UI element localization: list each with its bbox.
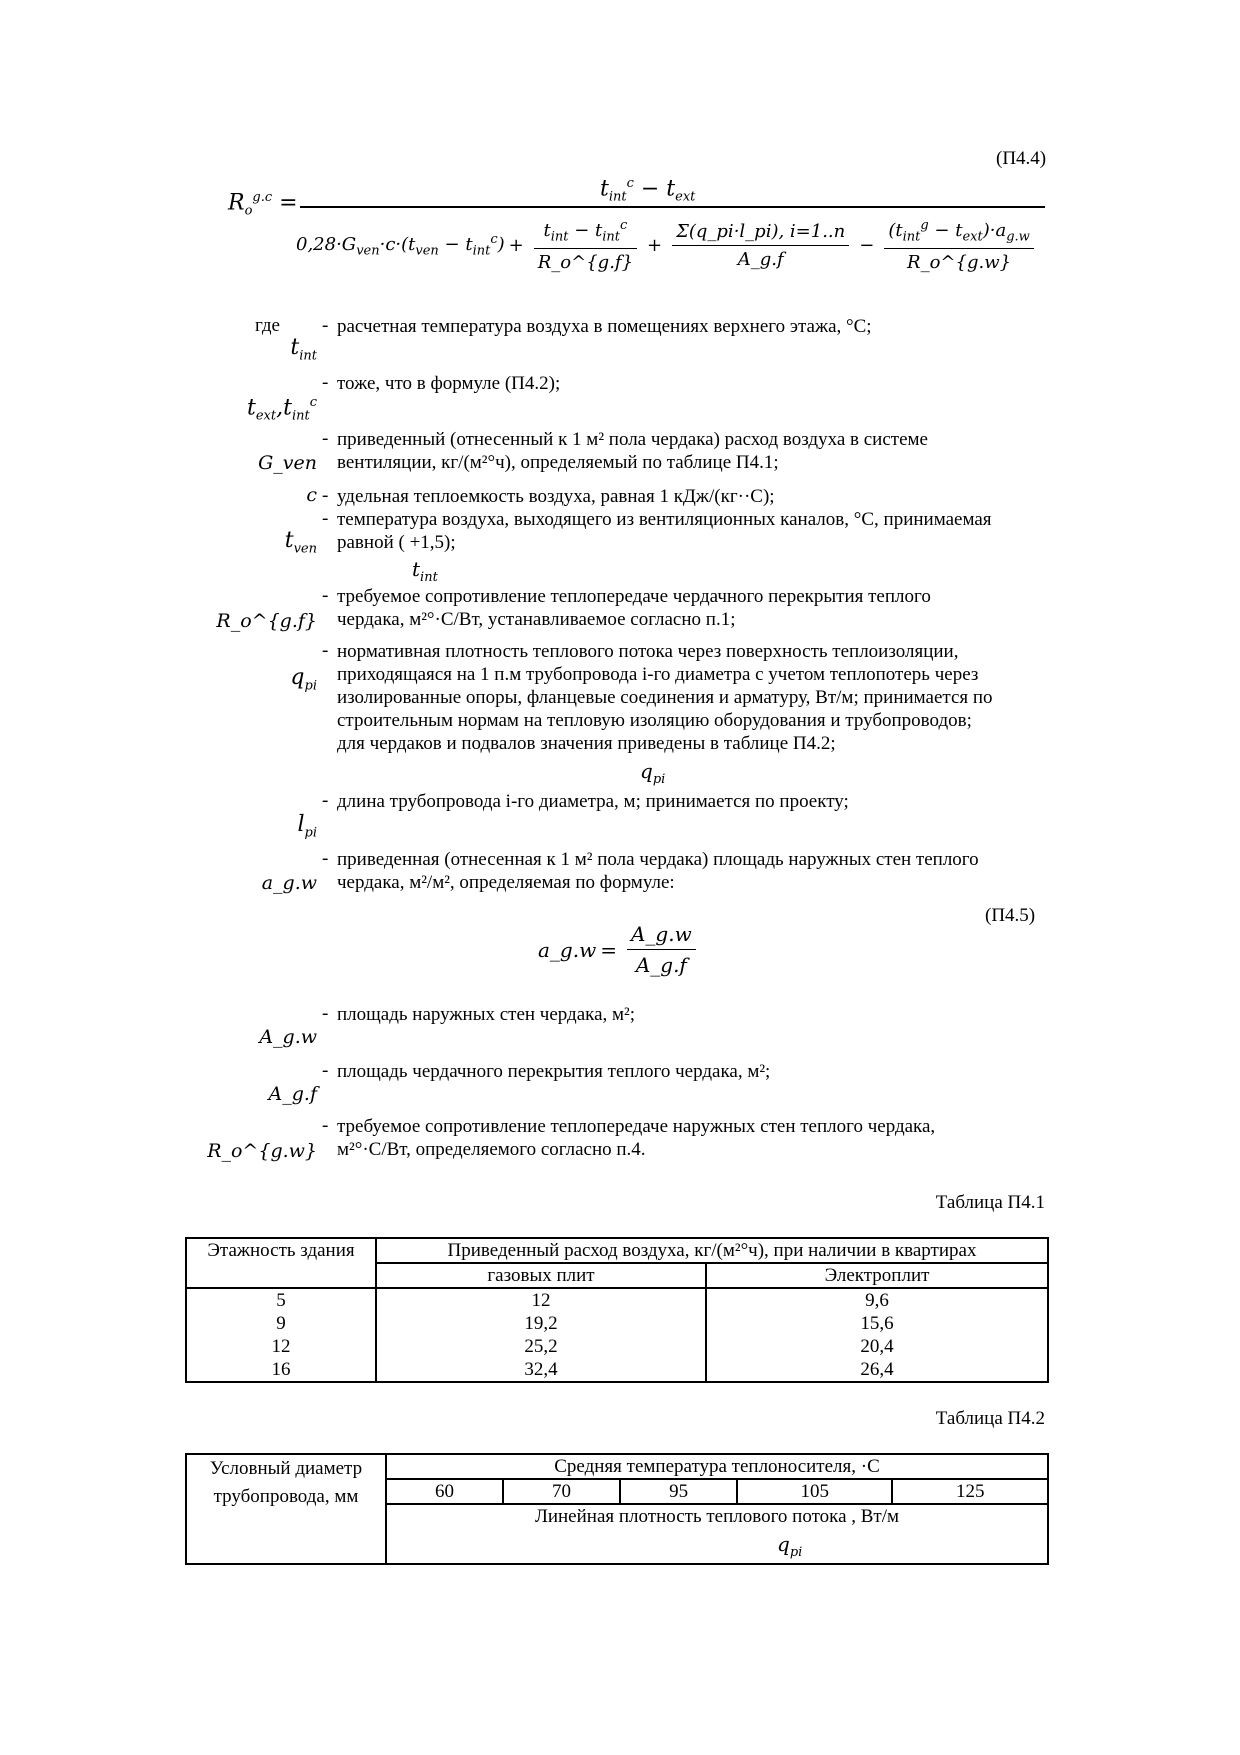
symbol: R_o^{g.f}: [216, 610, 317, 632]
inline-symbol: $t_{int}$: [412, 557, 438, 585]
formula-p4-5: a_g.w = $\frac{A\_g.w}{A\_g.f}$: [538, 922, 702, 977]
symbol: G_ven: [258, 452, 317, 474]
table-row: 5 9 12 16 12 19,2 25,2 32,4 9,6 15,6 20,4 26,4: [186, 1288, 1048, 1382]
formula-numerator: $t_{int}^c - t_{ext}$: [600, 176, 696, 205]
symbol: $t_{int}$: [290, 335, 317, 364]
table2-caption: Таблица П4.2: [935, 1408, 1045, 1429]
table-p4-1: Этажность здания Приведенный расход воздуха, кг/(м²°ч), при наличии в квартирах газовых плит Электроплит 5 9 12 16 12 19,2 25,2 32,4 9,6 15,6 20,4 26,4: [185, 1237, 1049, 1383]
symbol: A_g.f: [268, 1083, 317, 1105]
term3: $\frac{\Sigma(q\_pi\cdot l\_pi), i=1..n}{A\_g.f}$: [672, 221, 849, 270]
where-label: где: [255, 315, 280, 336]
symbol: $t_{ext},t_{int}^c$: [247, 395, 317, 424]
density-symbol: $q_{pi}$: [777, 1532, 803, 1560]
document-page: (П4.4) $R_o^{g.c}$ = $t_{int}^c - t_{ext}$ $0,28\cdot G_{ven}\cdot c\cdot(t_{ven} - t_{int}^c)$ + $\frac{t_{int} - t_{int}^c}{R\_o\^{}\{g.f\}}$ + $\frac{\Sigma(q\_pi\cdot l\_pi), i=1..n}{A\_g.f}$ − $\frac{(t_{int}^g - t_{ext})\cdot a_{g.w}}{R\_o\^{}\{g.w\}}$ где $t_{int}$ - расчетная температура воздуха в помещениях верхнего этажа, °С; $t_{ext},t_{int}^c$ - тоже, что в формуле (П4.2); G_ven - приведенный (отнесенный к 1 м² пола чердака) расход воздуха в системе вентиляции, кг/(м²°ч), определяемый по таблице П4.1; c - удельная теплоемкость воздуха, равная 1 кДж/(кг··С); $t_{ven}$ - температура воздуха, выходящего из вентиляционных каналов, °С, принимаемая равной ( +1,5); $t_{int}$ R_o^{g.f} - требуемое сопротивление теплопередаче чердачного перекрытия теплого чердака, м²°·С/Вт, устанавливаемое согласно п.1; $q_{pi}$ - нормативная плотность теплового потока через поверхность теплоизоляции, приходящаяся на 1 п.м трубопровода i-го диаметра с учетом теплопотерь через изолированные опоры, фланцевые соединения и арматуру, Вт/м; принимается по строительным нормам на тепловую изоляцию оборудования и трубопроводов; для чердаков и подвалов значения приведены в таблице П4.2; $q_{pi}$ $l_{pi}$ - длина трубопровода i-го диаметра, м; принимается по проекту; a_g.w - приведенная (отнесенная к 1 м² пола чердака) площадь наружных стен теплого чердака, м²/м², определяемая по формуле: (П4.5) a_g.w = $\frac{A\_g.w}{A\_g.f}$ A_g.w - площадь наружных стен чердака, м²; A_g.f - площадь чердачного перекрытия теплого чердака, м²; R_o^{g.w} - требуемое сопротивление теплопередаче наружных стен теплого чердака, м²°·С/Вт, определяемого согласно п.4. Таблица П4.1 Этажность здания Приведенный расход воздуха, кг/(м²°ч), при наличии в квартирах газовых плит Электроплит 5 9 12 16 12 19,2 25,2 32,4 9,6 15,6 20,4 26,4 Таблица П4.2 Условный диаметр трубопровода, мм Средняя температура теплоносителя, ·С 60 70 95 105 125 Линейная плотность теплового потока , Вт/м $q_{pi}$: [0, 0, 1240, 1755]
symbol: A_g.w: [259, 1026, 317, 1048]
table-p4-2: Условный диаметр трубопровода, мм Средняя температура теплоносителя, ·С 60 70 95 105 125 Линейная плотность теплового потока , Вт/м $q_{pi}$: [185, 1453, 1049, 1565]
formula-lhs: $R_o^{g.c}$ =: [228, 190, 298, 219]
term4: $\frac{(t_{int}^g - t_{ext})\cdot a_{g.w}}{R\_o\^{}\{g.w\}}$: [884, 218, 1033, 273]
table1-caption: Таблица П4.1: [935, 1192, 1045, 1213]
formula-denominator: $0,28\cdot G_{ven}\cdot c\cdot(t_{ven} - t_{int}^c)$ + $\frac{t_{int} - t_{int}^c}{R\_o\^{}\{g.f\}}$ + $\frac{\Sigma(q\_pi\cdot l\_pi), i=1..n}{A\_g.f}$ − $\frac{(t_{int}^g - t_{ext})\cdot a_{g.w}}{R\_o\^{}\{g.w\}}$: [296, 218, 1040, 273]
symbol: $l_{pi}$: [297, 812, 317, 841]
fraction-bar: [300, 206, 1045, 208]
symbol: $q_{pi}$: [290, 665, 317, 694]
formula-label: (П4.5): [985, 905, 1036, 926]
symbol: c: [306, 484, 317, 506]
symbol: a_g.w: [261, 872, 317, 894]
term2: $\frac{t_{int} - t_{int}^c}{R\_o\^{}\{g.f\}}$: [534, 218, 637, 273]
term1: $0,28\cdot G_{ven}\cdot c\cdot(t_{ven} - t_{int}^c)$: [296, 232, 505, 259]
symbol: $t_{ven}$: [284, 528, 317, 557]
symbol: R_o^{g.w}: [207, 1140, 317, 1162]
inline-symbol: $q_{pi}$: [640, 759, 666, 787]
formula-label: (П4.4): [996, 148, 1047, 169]
